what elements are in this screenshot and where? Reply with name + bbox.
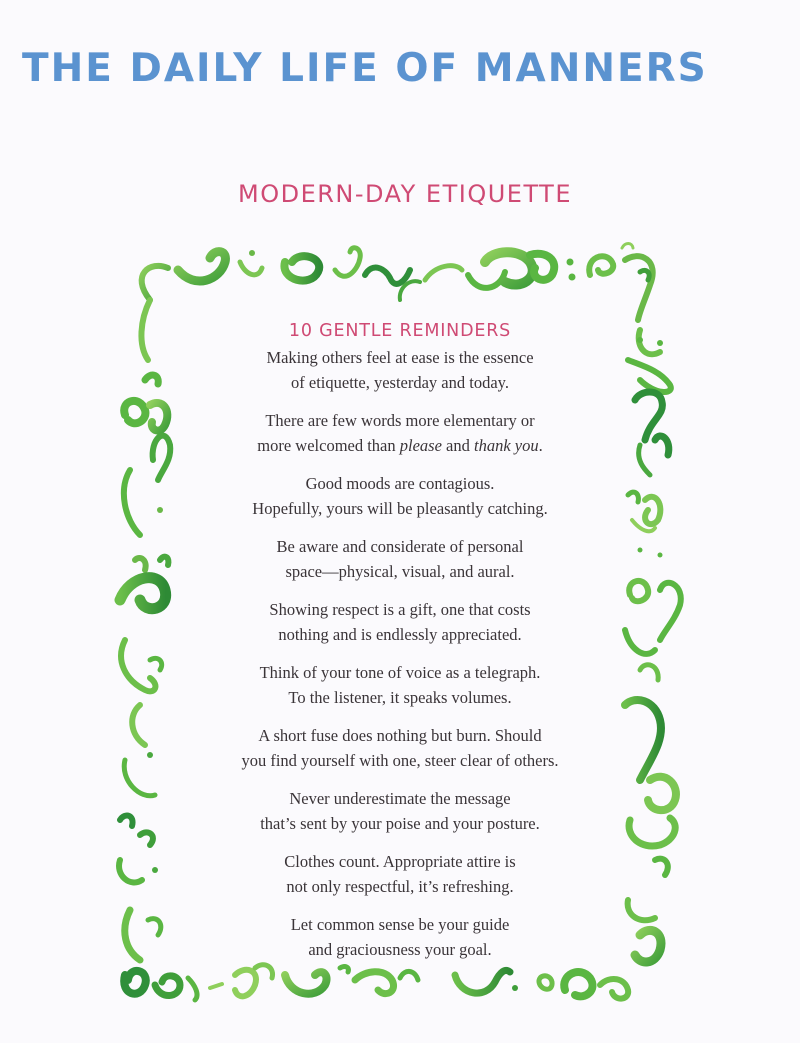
reminder-item-10 <box>200 912 600 962</box>
reminder-line: Be aware and considerate of personal <box>276 537 524 556</box>
reminder-item-2 <box>200 408 600 458</box>
reminder-item-5 <box>200 597 600 647</box>
reminder-line: Making others feel at ease is the essence <box>266 348 534 367</box>
reminder-item-6 <box>200 660 600 710</box>
reminder-emphasis: thank you <box>474 436 539 455</box>
reminder-item-4 <box>200 534 600 584</box>
reminder-line: Clothes count. Appropriate attire is <box>284 852 516 871</box>
reminder-text: . <box>538 436 543 455</box>
reminder-emphasis: please <box>399 436 442 455</box>
reminder-line: space—physical, visual, and aural. <box>285 562 515 581</box>
reminder-line: Good moods are contagious. <box>305 474 495 493</box>
chapter-title: THE DAILY LIFE OF MANNERS <box>22 46 708 91</box>
reminder-line: A short fuse does nothing but burn. Should <box>258 726 542 745</box>
reminder-line: There are few words more elementary or <box>265 411 535 430</box>
reminder-item-1 <box>200 345 600 395</box>
reminder-line: To the listener, it speaks volumes. <box>288 688 512 707</box>
reminder-text: and <box>441 436 474 455</box>
reminder-line: you find yourself with one, steer clear of others. <box>241 751 559 770</box>
reminders-panel <box>200 320 600 975</box>
reminder-line <box>200 433 600 458</box>
reminder-line: Hopefully, yours will be pleasantly catching. <box>252 499 548 518</box>
reminder-text: more welcomed than <box>257 436 400 455</box>
reminder-line: nothing and is endlessly appreciated. <box>278 625 522 644</box>
reminder-line: Never underestimate the message <box>289 789 511 808</box>
reminder-item-8 <box>200 786 600 836</box>
reminder-line: Think of your tone of voice as a telegraph. <box>259 663 541 682</box>
reminder-line: Showing respect is a gift, one that costs <box>269 600 531 619</box>
reminder-item-7 <box>200 723 600 773</box>
reminder-line: of etiquette, yesterday and today. <box>291 373 509 392</box>
reminder-line: not only respectful, it’s refreshing. <box>286 877 514 896</box>
section-title: MODERN-DAY ETIQUETTE <box>237 180 573 208</box>
reminder-line: Let common sense be your guide <box>290 915 510 934</box>
reminder-line: that’s sent by your poise and your posture. <box>260 814 540 833</box>
reminder-item-3 <box>200 471 600 521</box>
reminder-item-9 <box>200 849 600 899</box>
reminder-line: and graciousness your goal. <box>308 940 492 959</box>
reminders-heading: 10 GENTLE REMINDERS <box>288 321 512 341</box>
